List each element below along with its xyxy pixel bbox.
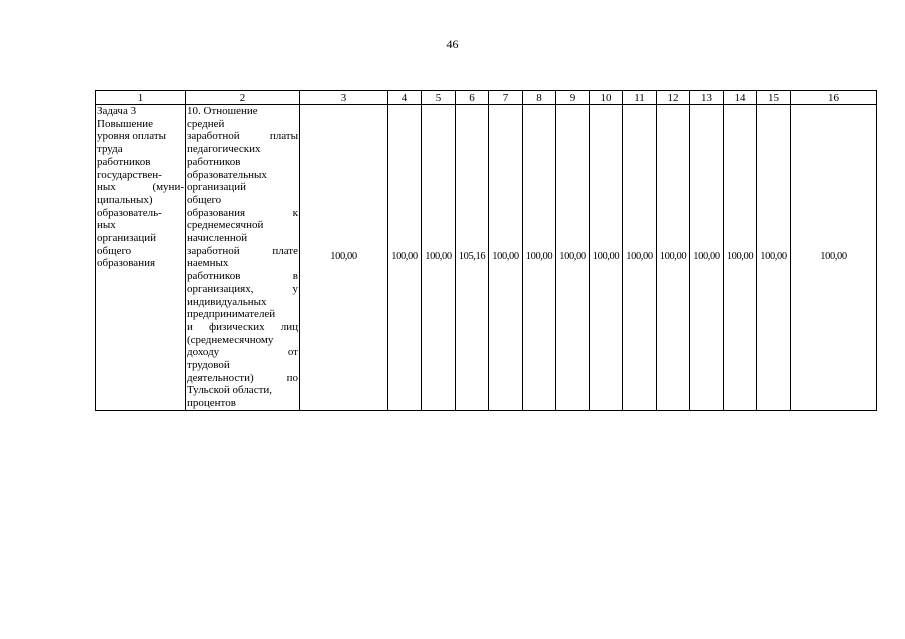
- cell-text-line: [187, 308, 298, 321]
- cell-text-line: [187, 156, 298, 169]
- cell-text-line: [187, 346, 298, 359]
- cell-word: по: [286, 371, 298, 384]
- cell-word: средней: [187, 117, 225, 130]
- cell-word: общего: [187, 193, 222, 206]
- cell-word: процентов: [187, 397, 236, 410]
- column-header: 16: [791, 91, 877, 105]
- column-header: 4: [388, 91, 422, 105]
- value-cell: 100,00: [757, 105, 791, 411]
- cell-word: труда: [97, 143, 123, 156]
- cell-text-line: [187, 245, 298, 258]
- cell-text-line: [187, 105, 298, 118]
- cell-text-line: [187, 207, 298, 220]
- cell-word: организациях,: [187, 282, 254, 295]
- cell-word: образования: [97, 257, 156, 270]
- header-row: [96, 91, 877, 105]
- cell-text-line: [97, 194, 184, 207]
- column-header: 3: [300, 91, 388, 105]
- cell-text-line: [187, 130, 298, 143]
- cell-word: предпринимателей: [187, 308, 276, 321]
- cell-text-line: [97, 232, 184, 245]
- column-header: 15: [757, 91, 791, 105]
- cell-text-line: [97, 105, 184, 118]
- cell-word: государствен-: [97, 168, 162, 181]
- cell-word: ципальных): [97, 193, 153, 206]
- cell-text-line: [97, 169, 184, 182]
- column-header: 13: [690, 91, 724, 105]
- value-cell: 100,00: [388, 105, 422, 411]
- value-cell: 105,16: [456, 105, 489, 411]
- cell-word: образователь-: [97, 206, 162, 219]
- value-cell: 100,00: [556, 105, 590, 411]
- value-cell: 100,00: [523, 105, 556, 411]
- cell-word: физических: [209, 320, 265, 333]
- task-cell: [96, 105, 186, 411]
- column-header: 10: [590, 91, 623, 105]
- cell-text-line: [187, 296, 298, 309]
- value-cell: 100,00: [724, 105, 757, 411]
- cell-text-line: [187, 321, 298, 334]
- cell-text-line: [187, 169, 298, 182]
- cell-word: наемных: [187, 257, 229, 270]
- cell-text-line: [187, 283, 298, 296]
- cell-text-line: [187, 359, 298, 372]
- cell-word: платы: [269, 130, 298, 143]
- cell-text-line: [187, 181, 298, 194]
- cell-text-line: [97, 118, 184, 131]
- cell-word: работников: [187, 155, 241, 168]
- cell-word: в: [292, 270, 298, 283]
- value-cell: 100,00: [590, 105, 623, 411]
- page-number: 46: [446, 37, 459, 51]
- column-header: 14: [724, 91, 757, 105]
- cell-word: заработной: [187, 130, 240, 143]
- cell-text-line: [187, 257, 298, 270]
- cell-text-line: [97, 156, 184, 169]
- cell-word: лиц: [280, 320, 298, 333]
- indicator-table: [95, 90, 877, 411]
- cell-text-line: [97, 219, 184, 232]
- cell-word: (среднемесячному: [187, 333, 274, 346]
- column-header: 8: [523, 91, 556, 105]
- column-header: 2: [186, 91, 300, 105]
- column-header: 7: [489, 91, 523, 105]
- cell-word: и: [187, 320, 193, 333]
- cell-word: у: [292, 282, 298, 295]
- cell-text-line: [97, 143, 184, 156]
- cell-word: организаций: [187, 181, 247, 194]
- cell-word: педагогических: [187, 143, 261, 156]
- cell-word: Тульской области,: [187, 384, 273, 397]
- value-cell: 100,00: [489, 105, 523, 411]
- cell-word: (муни-: [152, 181, 184, 194]
- cell-word: ных: [97, 181, 116, 194]
- cell-word: Задача 3: [97, 105, 137, 117]
- value-cell: 100,00: [657, 105, 690, 411]
- column-header: 6: [456, 91, 489, 105]
- cell-text-line: [97, 130, 184, 143]
- cell-word: Повышение: [97, 117, 154, 130]
- cell-text-line: [97, 207, 184, 220]
- cell-text-line: [97, 245, 184, 258]
- cell-text-line: [187, 194, 298, 207]
- cell-text-line: [187, 219, 298, 232]
- column-header: 12: [657, 91, 690, 105]
- cell-text-line: [187, 397, 298, 410]
- value-cell: 100,00: [300, 105, 388, 411]
- cell-word: работников: [97, 155, 151, 168]
- cell-text-line: [187, 384, 298, 397]
- cell-text-line: [97, 181, 184, 194]
- cell-word: заработной: [187, 244, 240, 257]
- cell-word: индивидуальных: [187, 295, 267, 308]
- cell-word: деятельности): [187, 371, 254, 384]
- cell-word: ных: [97, 219, 116, 232]
- value-cell: 100,00: [690, 105, 724, 411]
- cell-word: среднемесячной: [187, 219, 264, 232]
- table-row: [96, 105, 877, 411]
- indicator-cell: [186, 105, 300, 411]
- cell-word: уровня оплаты: [97, 130, 167, 143]
- cell-word: общего: [97, 244, 132, 257]
- cell-word: плате: [272, 244, 298, 257]
- column-header: 5: [422, 91, 456, 105]
- cell-text-line: [187, 143, 298, 156]
- cell-text-line: [187, 270, 298, 283]
- cell-word: 10. Отношение: [187, 105, 258, 117]
- cell-word: организаций: [97, 232, 157, 245]
- column-header: 1: [96, 91, 186, 105]
- cell-text-line: [187, 334, 298, 347]
- cell-word: образования: [187, 206, 246, 219]
- cell-text-line: [97, 257, 184, 270]
- cell-word: доходу: [187, 346, 220, 359]
- cell-text-line: [187, 232, 298, 245]
- cell-word: начисленной: [187, 232, 248, 245]
- cell-word: образовательных: [187, 168, 267, 181]
- cell-text-line: [187, 372, 298, 385]
- cell-word: от: [287, 346, 298, 359]
- column-header: 9: [556, 91, 590, 105]
- cell-word: к: [292, 206, 298, 219]
- value-cell: 100,00: [422, 105, 456, 411]
- cell-word: работников: [187, 270, 241, 283]
- cell-text-line: [187, 118, 298, 131]
- column-header: 11: [623, 91, 657, 105]
- value-cell: 100,00: [791, 105, 877, 411]
- value-cell: 100,00: [623, 105, 657, 411]
- cell-word: трудовой: [187, 359, 230, 372]
